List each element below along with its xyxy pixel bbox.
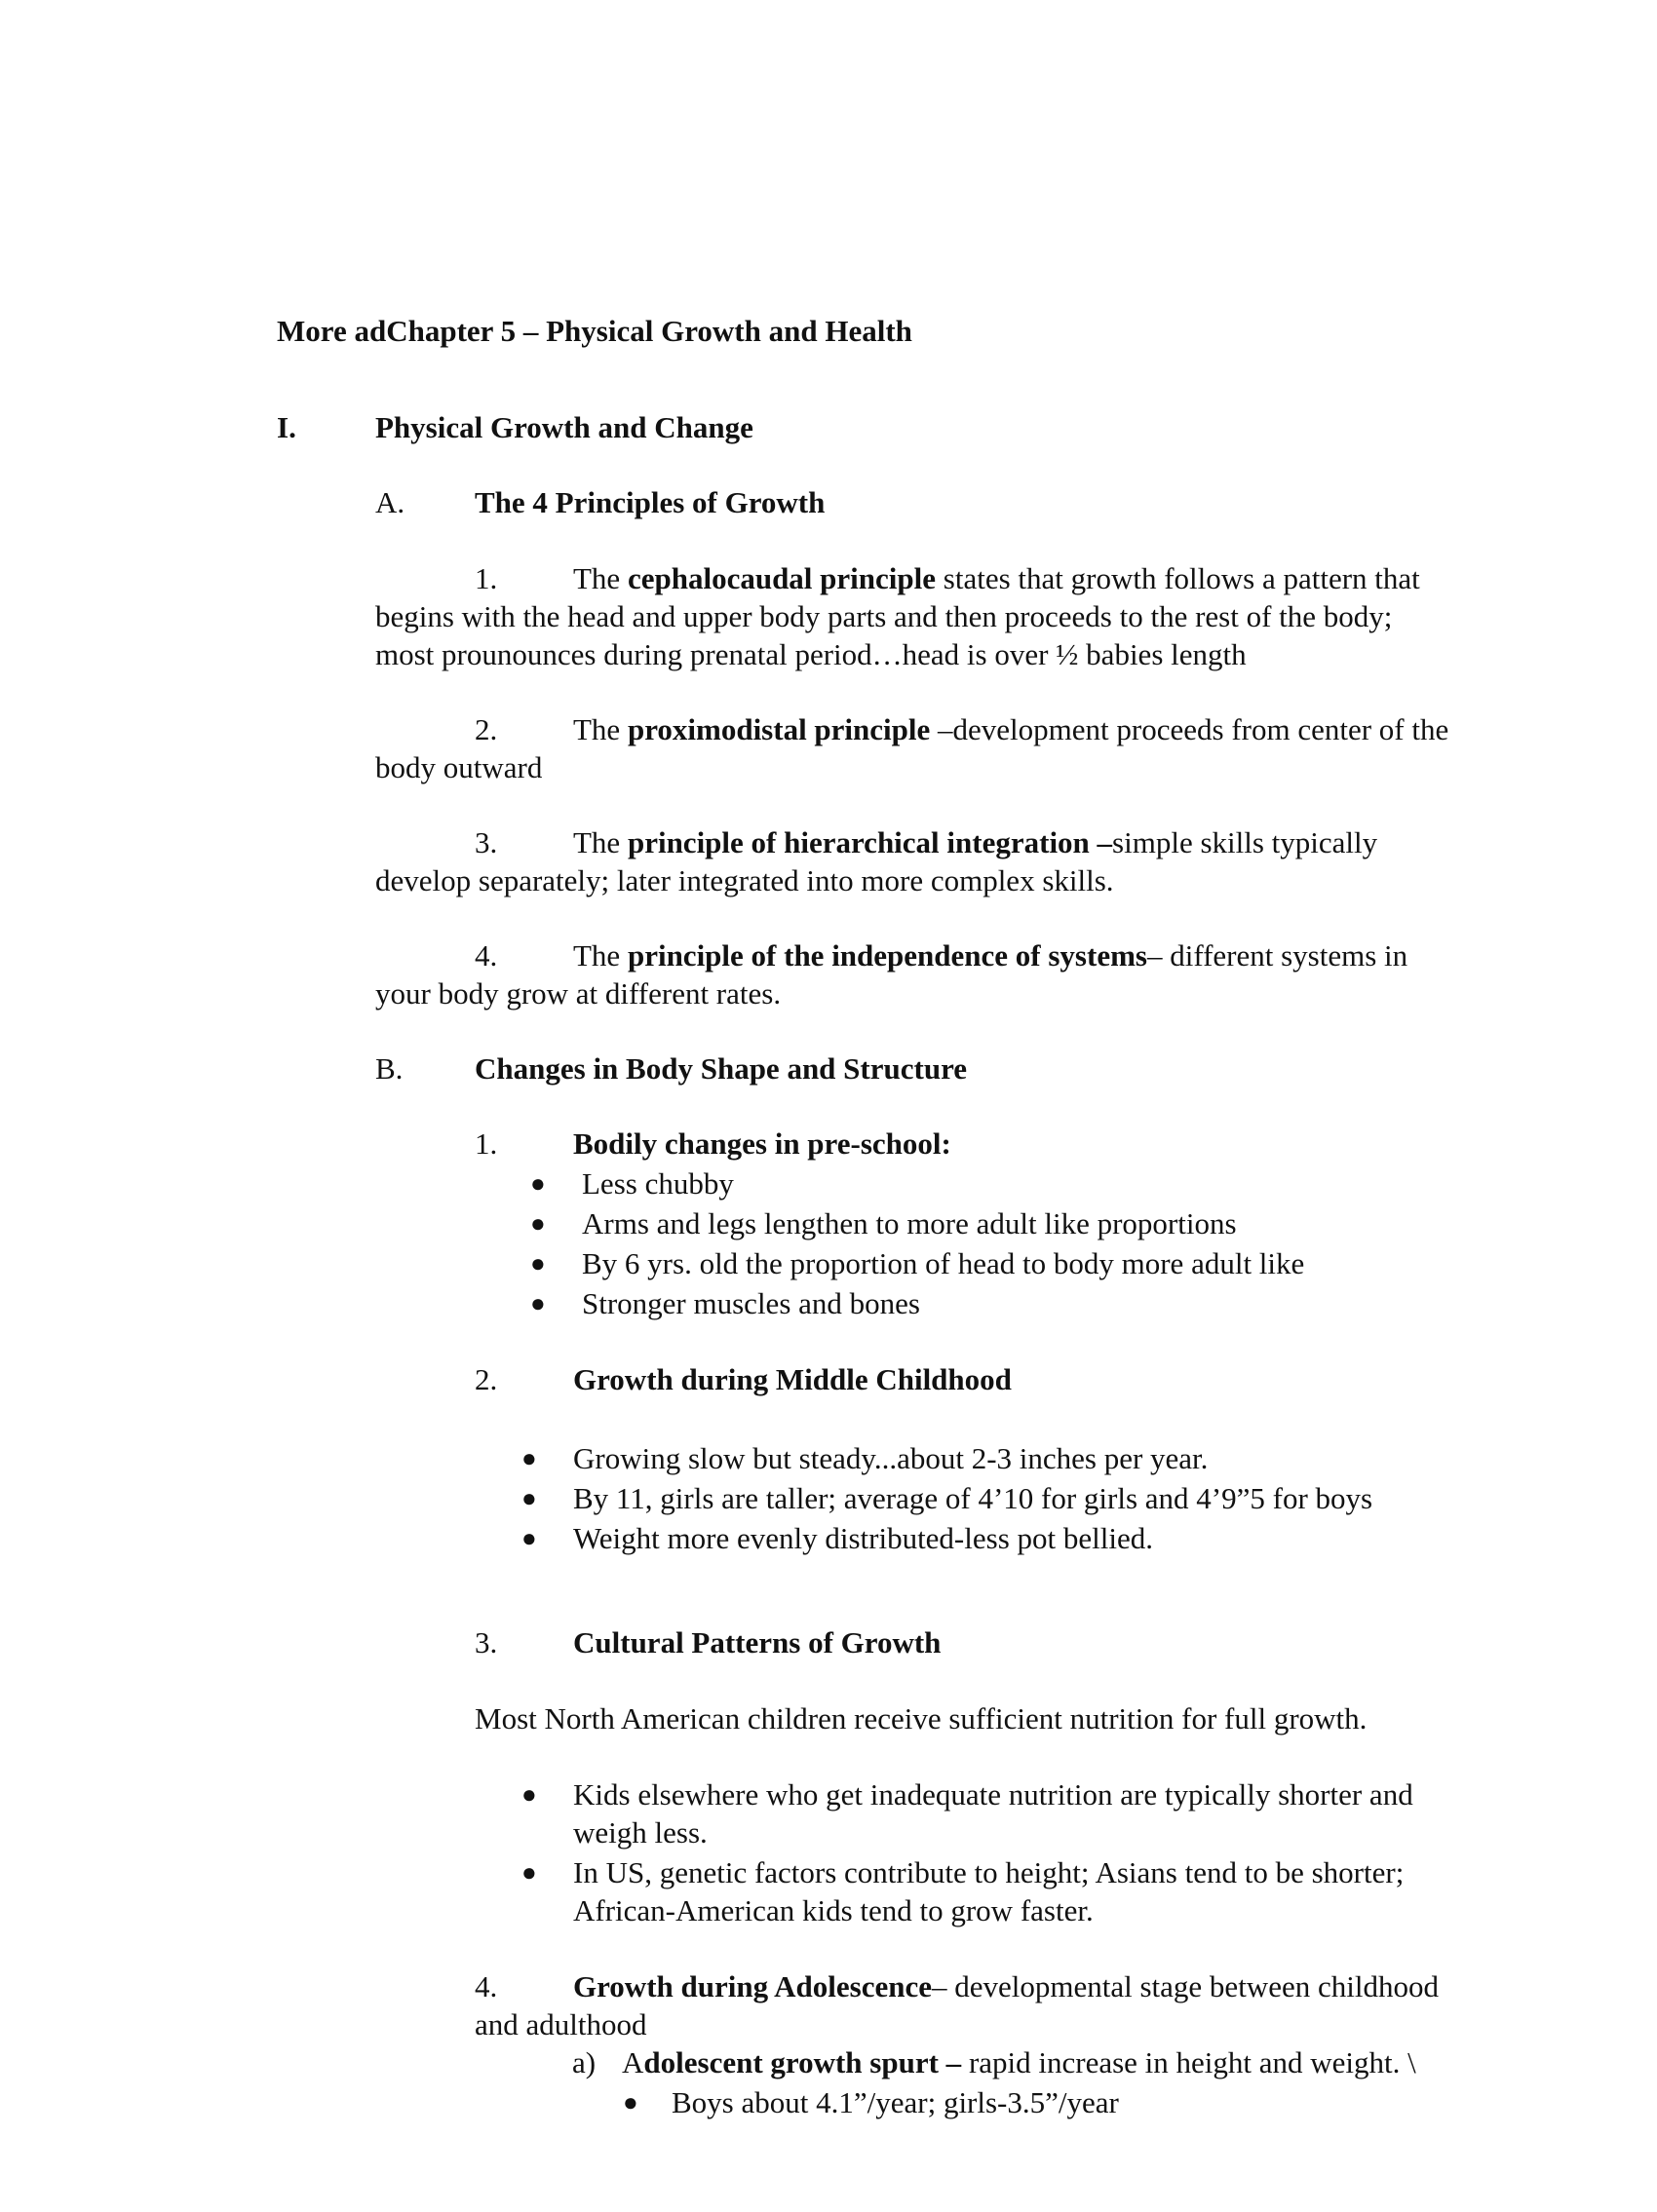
section-heading: Physical Growth and Change [375, 410, 753, 444]
bullet-icon: ● [530, 1289, 546, 1317]
item-heading: Growth during Adolescence [573, 1969, 932, 2003]
item-number: 4. [475, 938, 498, 973]
principle-term: proximodistal principle [627, 712, 931, 746]
bullet-text: Boys about 4.1”/year; girls-3.5”/year [672, 2085, 1119, 2119]
principle-line: The cephalocaudal principle states that growth follows a pattern that [573, 561, 1420, 595]
item-number: 2. [475, 712, 498, 746]
item-heading: Bodily changes in pre-school: [573, 1126, 951, 1161]
item-heading: Growth during Middle Childhood [573, 1362, 1012, 1396]
bullet-text: Stronger muscles and bones [582, 1286, 920, 1320]
principle-line-2: begins with the head and upper body parts and then proceeds to the rest of the body; [375, 599, 1393, 633]
item-number: 2. [475, 1362, 498, 1396]
bullet-icon: ● [521, 1524, 537, 1552]
principle-term: cephalocaudal principle [627, 561, 937, 595]
bullet-text: In US, genetic factors contribute to height; Asians tend to be shorter; [573, 1855, 1405, 1889]
principle-line-2: develop separately; later integrated into more complex skills. [375, 863, 1114, 897]
bullet-icon: ● [530, 1209, 546, 1238]
principle-line-2: your body grow at different rates. [375, 976, 782, 1011]
bullet-text: Growing slow but steady...about 2-3 inches per year. [573, 1441, 1209, 1475]
bullet-icon: ● [521, 1858, 537, 1887]
principle-line: The principle of hierarchical integration –simple skills typically [573, 825, 1378, 859]
principle-term: principle of hierarchical integration – [627, 825, 1113, 859]
subsection-heading: The 4 Principles of Growth [475, 485, 826, 519]
bullet-text-cont: African-American kids tend to grow faster. [573, 1893, 1094, 1927]
item-heading: Cultural Patterns of Growth [573, 1625, 942, 1659]
bullet-text: Kids elsewhere who get inadequate nutrition are typically shorter and [573, 1777, 1413, 1812]
item-heading-line-2: and adulthood [475, 2007, 647, 2041]
paragraph: Most North American children receive sufficient nutrition for full growth. [475, 1701, 1368, 1735]
principle-term: principle of the independence of systems [627, 938, 1147, 973]
subsection-heading: Changes in Body Shape and Structure [475, 1051, 968, 1086]
bullet-text: Less chubby [582, 1166, 734, 1201]
bullet-text: By 11, girls are taller; average of 4’10 for girls and 4’9”5 for boys [573, 1481, 1373, 1515]
item-heading-line: Growth during Adolescence– developmental stage between childhood [573, 1969, 1439, 2003]
subsection-letter: A. [375, 485, 405, 519]
bullet-icon: ● [623, 2088, 638, 2117]
item-number: 3. [475, 1625, 498, 1659]
item-number: 1. [475, 561, 498, 595]
principle-line: The principle of the independence of systems– different systems in [573, 938, 1408, 973]
page-title: More adChapter 5 – Physical Growth and Health [277, 314, 912, 348]
item-number: 1. [475, 1126, 498, 1161]
subsection-letter: B. [375, 1051, 404, 1086]
bullet-icon: ● [530, 1249, 546, 1278]
section-numeral: I. [277, 410, 296, 444]
principle-line: The proximodistal principle –development proceeds from center of the [573, 712, 1449, 746]
bullet-text-cont: weigh less. [573, 1815, 708, 1850]
principle-line-3: most prounounces during prenatal period…head is over ½ babies length [375, 637, 1247, 671]
bullet-icon: ● [530, 1169, 546, 1198]
bullet-text: Arms and legs lengthen to more adult like proportions [582, 1206, 1237, 1240]
bullet-icon: ● [521, 1780, 537, 1809]
item-number: 3. [475, 825, 498, 859]
principle-line-2: body outward [375, 750, 543, 784]
sub-item-label: a) [572, 2045, 597, 2079]
bullet-text: By 6 yrs. old the proportion of head to body more adult like [582, 1246, 1305, 1280]
bullet-text: Weight more evenly distributed-less pot bellied. [573, 1521, 1153, 1555]
item-number: 4. [475, 1969, 498, 2003]
sub-item-term: dolescent growth spurt – [643, 2045, 962, 2079]
sub-item-line: Adolescent growth spurt – rapid increase in height and weight. \ [622, 2045, 1416, 2079]
bullet-icon: ● [521, 1444, 537, 1472]
bullet-icon: ● [521, 1484, 537, 1512]
